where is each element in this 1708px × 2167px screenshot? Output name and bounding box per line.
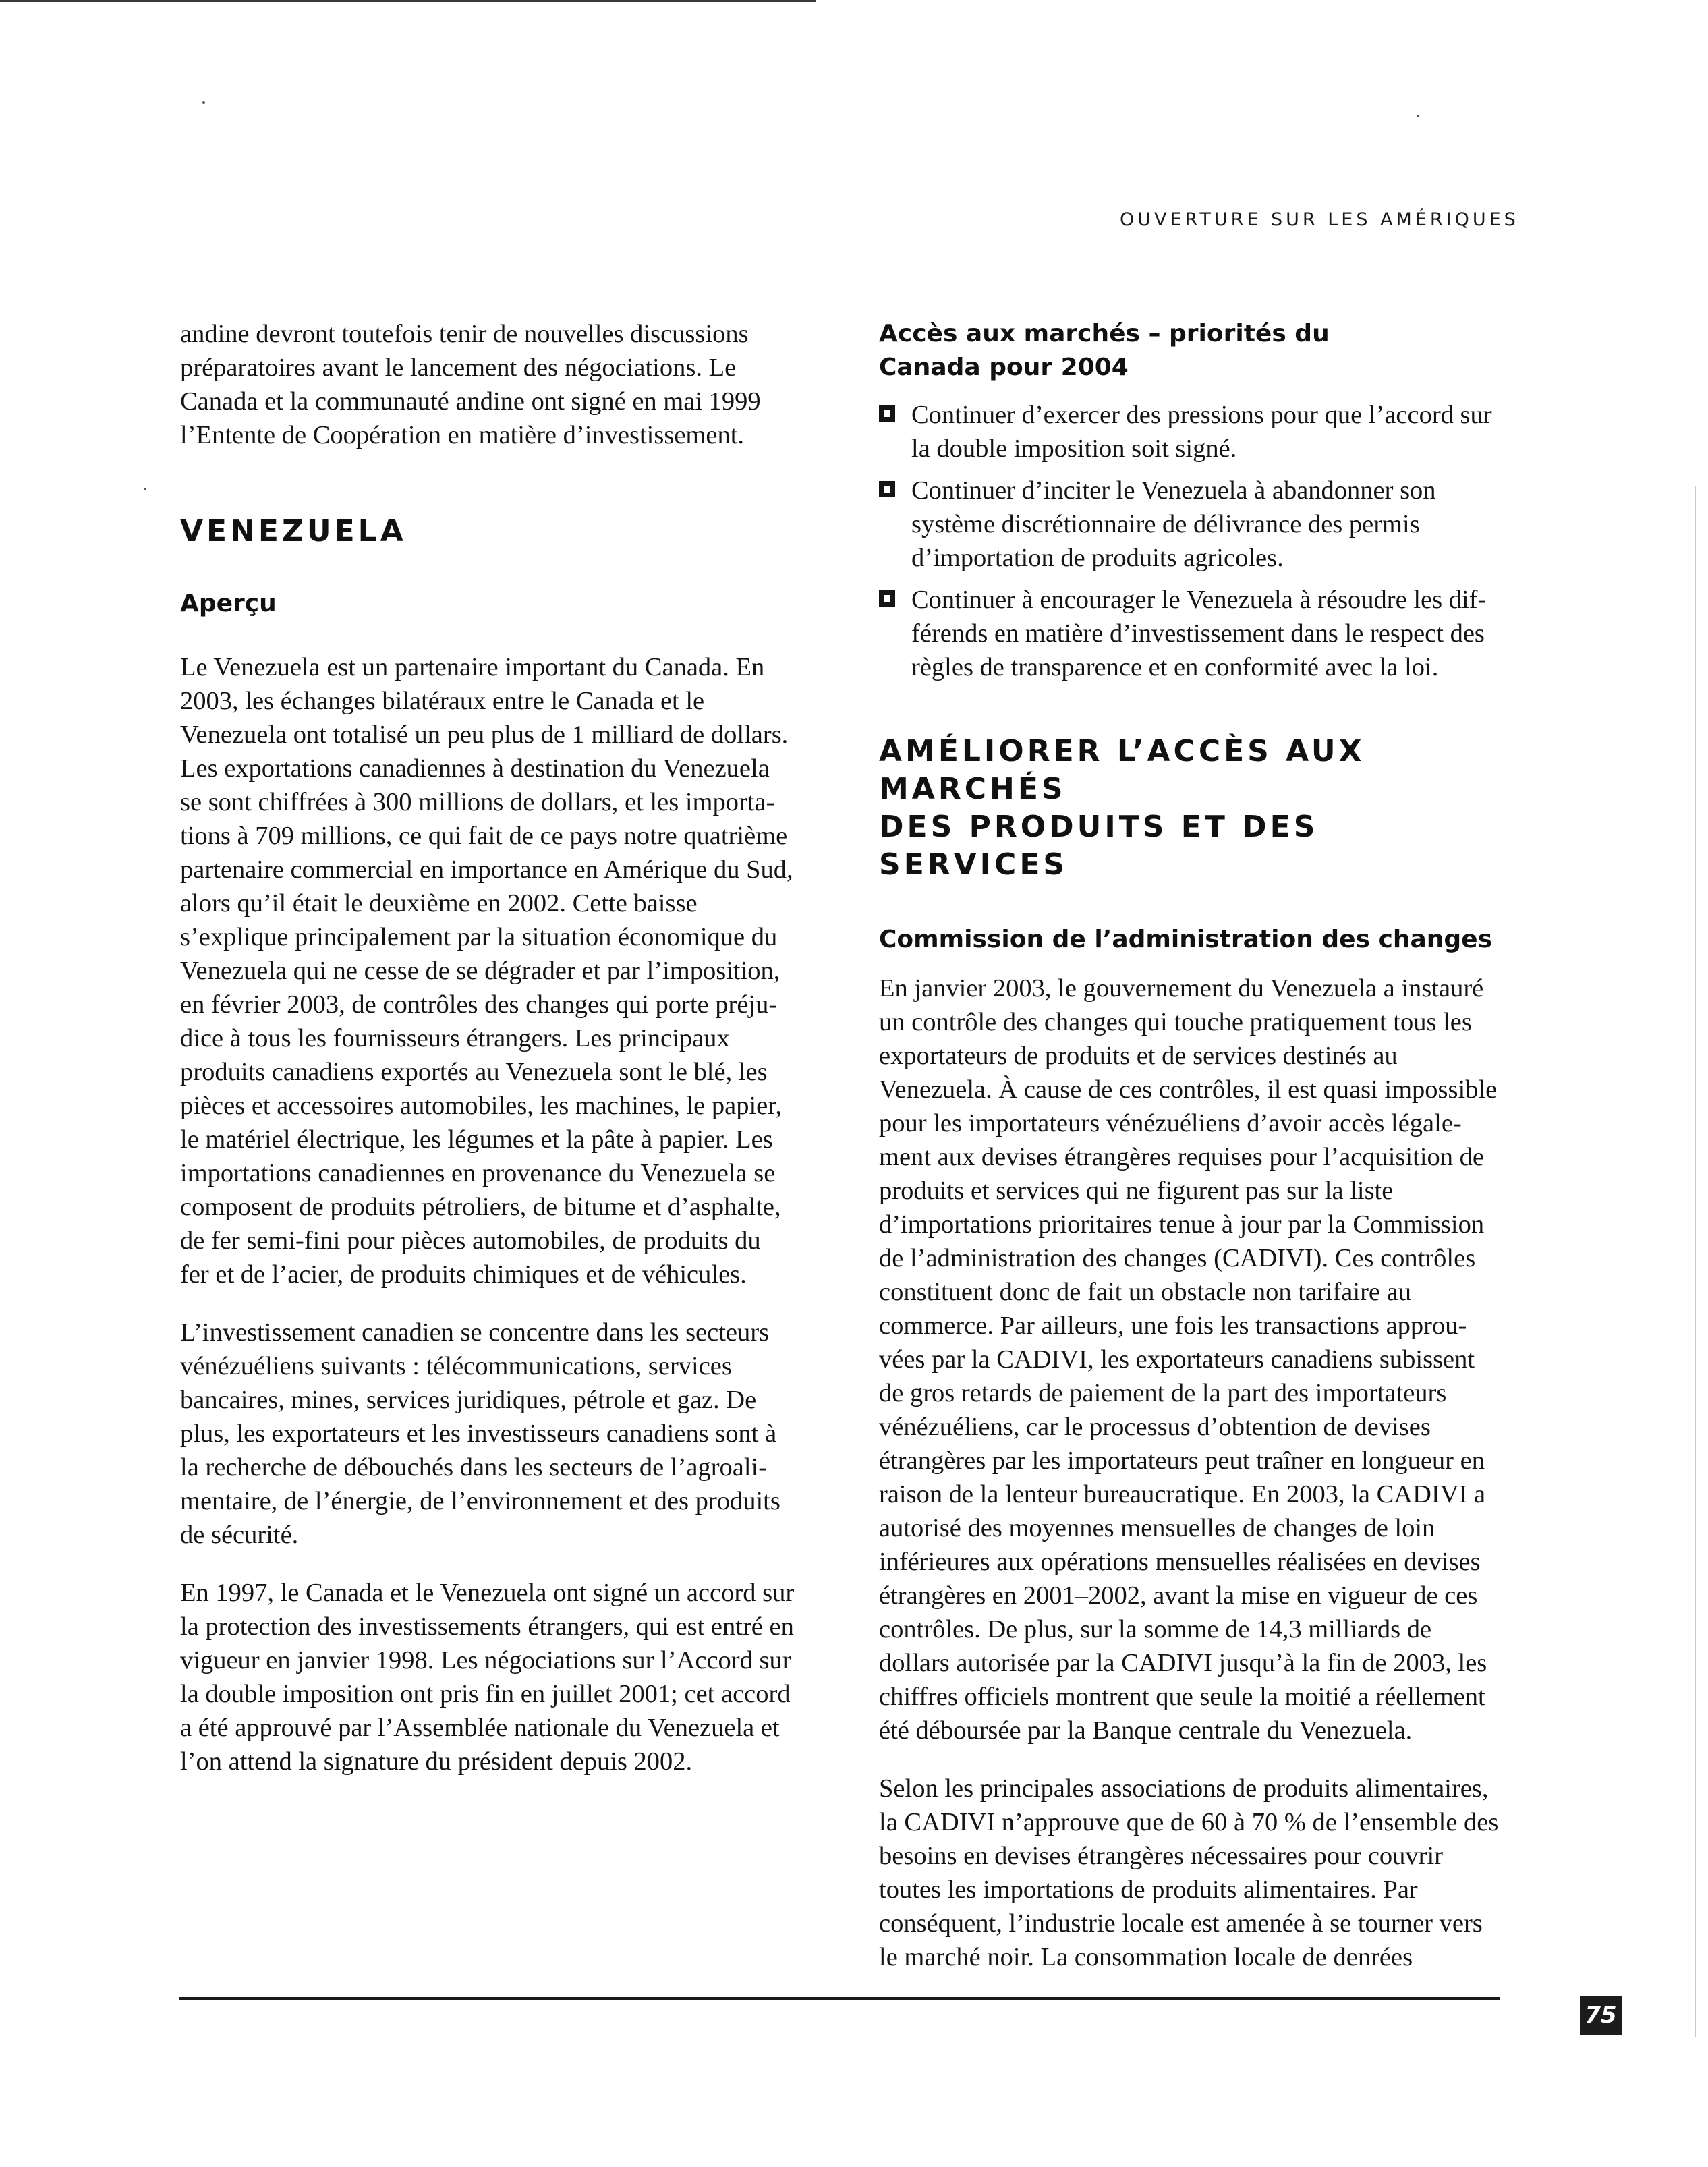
venezuela-paragraph-2: L’investissement canadien se concentre dans les secteurs vénézuéliens suivants : télécommunications, services bancaires, mines, services juridiques, pétrole et gaz. De plus, les exportateurs et les investisseurs canadiens sont à la recherche de débouchés dans les secteurs de l’agroalimentaire, de l’énergie, de l’environnement et des produits de sécurité. xyxy=(180,1318,780,1549)
top-rule xyxy=(0,0,816,2)
section-title-market-access xyxy=(879,733,1500,884)
subsection-title-cadivi: Commission de l’administration des changes xyxy=(879,926,1492,953)
right-column xyxy=(879,317,1500,1998)
priorities-title-line2: Canada pour 2004 xyxy=(879,354,1129,381)
scan-speck xyxy=(144,488,146,490)
cadivi-paragraph-2: Selon les principales associations de produits alimentaires, la CADIVI n’approuve que de 60 à 70 % de l’ensemble des besoins en devises étrangères nécessaires pour couvrir toutes les importations de produits alimentaires. Par conséquent, l’industrie locale est amenée à se tourner vers le marché noir. La consommation locale de denrées xyxy=(879,1774,1499,1971)
intro-paragraph: andine devront toutefois tenir de nouvelles discussions préparatoires avant le lancement des négociations. Le Canada et la communauté andine ont signé en mai 1999 l’Entente de Coopération en matière d’investissement. xyxy=(180,320,761,449)
list-item xyxy=(879,583,1500,684)
left-column xyxy=(180,317,795,1803)
list-item-text: Continuer à encourager le Venezuela à résoudre les différends en matière d’investissement dans le respect des règles de transparence et en conformité avec la loi. xyxy=(911,586,1487,681)
list-item xyxy=(879,398,1500,466)
running-head: OUVERTURE SUR LES AMÉRIQUES xyxy=(1120,209,1519,230)
bottom-rule xyxy=(179,1997,1500,2000)
square-bullet-icon xyxy=(879,405,895,422)
priorities-list xyxy=(879,398,1500,684)
priorities-title-line1: Accès aux marchés – priorités du xyxy=(879,320,1330,347)
scan-speck xyxy=(1417,115,1419,117)
priorities-title xyxy=(879,317,1500,385)
venezuela-paragraph-3: En 1997, le Canada et le Venezuela ont signé un accord sur la protection des investissements étrangers, qui est entré en vigueur en janvier 1998. Les négociations sur l’Accord sur la double imposition ont pris fin en juillet 2001; cet accord a été approuvé par l’Assemblée nationale du Venezuela et l’on attend la signature du président depuis 2002. xyxy=(180,1579,795,1776)
cadivi-paragraph-1: En janvier 2003, le gouvernement du Venezuela a instauré un contrôle des changes qui touche pratiquement tous les exportateurs de produits et de services destinés au Venezuela. À cause de ces contrôles, il est quasi impossible pour les importateurs vénézuéliens d’avoir accès légalement aux devises étrangères requises pour l’acquisition de produits et services qui ne figurent pas sur la liste d’importations prioritaires tenue à jour par la Commission de l’administration des changes (CADIVI). Ces contrôles constituent donc de fait un obstacle non tarifaire au commerce. Par ailleurs, une fois les transactions approuvées par la CADIVI, les exportateurs canadiens subissent de gros retards de paiement de la part des importateurs vénézuéliens, car le processus d’obtention de devises étrangères par les importateurs peut traîner en longueur en raison de la lenteur bureaucratique. En 2003, la CADIVI a autorisé des moyennes mensuelles de changes de loin inférieures aux opérations mensuelles réalisées en devises étrangères en 2001–2002, avant la mise en vigueur de ces contrôles. De plus, sur la somme de 14,3 milliards de dollars autorisée par la CADIVI jusqu’à la fin de 2003, les chiffres officiels montrent que seule la moitié a réellement été déboursée par la Banque centrale du Venezuela. xyxy=(879,974,1498,1745)
square-bullet-icon xyxy=(879,481,895,497)
list-item-text: Continuer d’inciter le Venezuela à abandonner son système discrétionnaire de délivrance des permis d’importation de produits agricoles. xyxy=(911,476,1436,572)
page-edge-line xyxy=(1695,486,1696,2037)
section-title-venezuela: VENEZUELA xyxy=(180,514,407,548)
section-title-line1: AMÉLIORER L’ACCÈS AUX MARCHÉS xyxy=(879,734,1365,806)
section-title-line2: DES PRODUITS ET DES SERVICES xyxy=(879,810,1319,882)
list-item xyxy=(879,474,1500,575)
subsection-title-apercu: Aperçu xyxy=(180,590,277,617)
list-item-text: Continuer d’exercer des pressions pour que l’accord sur la double imposition soit signé. xyxy=(911,401,1492,463)
page-number: 75 xyxy=(1580,1996,1622,2035)
venezuela-paragraph-1: Le Venezuela est un partenaire important du Canada. En 2003, les échanges bilatéraux entre le Canada et le Venezuela ont totalisé un peu plus de 1 milliard de dollars. Les exportations canadiennes à destination du Venezuela se sont chiffrées à 300 millions de dollars, et les importations à 709 millions, ce qui fait de ce pays notre quatrième partenaire commercial en importance en Amérique du Sud, alors qu’il était le deuxième en 2002. Cette baisse s’explique principalement par la situation économique du Venezuela qui ne cesse de se dégrader et par l’imposition, en février 2003, de contrôles des changes qui porte préjudice à tous les fournisseurs étrangers. Les principaux produits canadiens exportés au Venezuela sont le blé, les pièces et accessoires automobiles, les machines, le papier, le matériel électrique, les légumes et la pâte à papier. Les importations canadiennes en provenance du Venezuela se composent de produits pétroliers, de bitume et d’asphalte, de fer semi-fini pour pièces automobiles, de produits du fer et de l’acier, de produits chimiques et de véhicules. xyxy=(180,653,793,1289)
square-bullet-icon xyxy=(879,590,895,607)
scan-speck xyxy=(202,101,205,104)
